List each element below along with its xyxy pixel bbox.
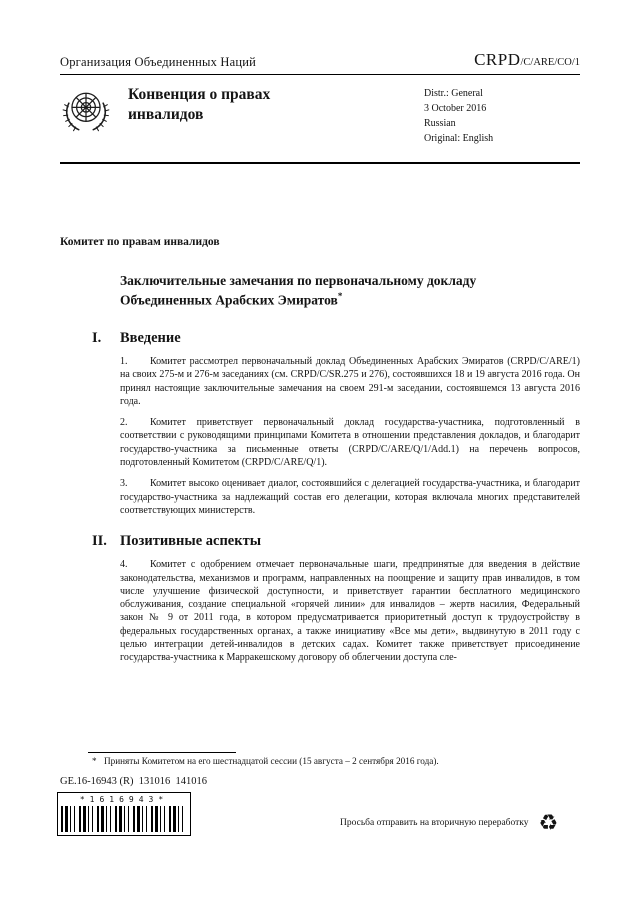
paragraph-text: Комитет высоко оценивает диалог, состоявшийся с делегацией государства-участника, и благодарит государство-участника за надлежащий состав его делегации, которая включала многих представителей соответствующих министерств. (120, 478, 580, 516)
ge-document-number: GE.16-16943 (R) 131016 141016 (60, 776, 207, 787)
section-number: I. (92, 329, 102, 346)
distribution-block (424, 85, 580, 146)
un-emblem-icon (60, 86, 112, 138)
language-line: Russian (424, 118, 456, 129)
footnote-separator (88, 752, 236, 753)
paragraph-number: 3. (120, 478, 128, 490)
convention-title: Конвенция о правах инвалидов (128, 86, 271, 123)
paragraph-1 (120, 355, 580, 408)
paragraph-text: Комитет приветствует первоначальный доклад государства-участника, подготовленный в соответствии с руководящими принципами Комитета в отношении представления докладов, и благодарит государство-участника за письменные ответы (CRPD/C/ARE/Q/1/Add.1) на перечень вопросов, подготовленный Комитетом (CRPD/C/ARE/Q/1). (120, 417, 580, 469)
page-header (60, 50, 580, 75)
footnote-area (88, 752, 580, 766)
section-number: II. (92, 533, 107, 550)
barcode-stripes (61, 806, 187, 832)
original-language-line: Original: English (424, 133, 494, 144)
paragraph-4 (120, 558, 580, 664)
section-heading-positive-aspects (92, 533, 580, 550)
footnote (88, 756, 580, 766)
paragraph-text: Комитет с одобрением отмечает первоначальные шаги, предпринятые для введения в действие законодательства, механизмов и программ, направленных на поощрение и защиту прав инвалидов, в том числе улучшение физической доступности, и приветствует гарантии бесплатного медицинского обслуживания, создание специальной «горячей линии» для инвалидов – жертв насилия, Федеральный закон № 9 от 2011 года, в котором предусматривается приоритетный доступ к трудоустройству в федеральных государственных органах, а также инициативу «Все мы дети», выдвинутую в 2011 году с целью интеграции детей-инвалидов в детских садах. Комитет также приветствует присоединение государства-участника к Марракешскому договору об облегчении доступа сле- (120, 559, 580, 664)
barcode-text: *1616943* (79, 795, 169, 804)
recycle-note (340, 812, 558, 834)
section-heading-introduction (92, 330, 580, 347)
paragraph-text: Комитет рассмотрел первоначальный доклад Объединенных Арабских Эмиратов (CRPD/C/ARE/1) на своих 275-м и 276-м заседаниях (см. CRPD/C/SR.275 и 276), состоявшихся 18 и 19 августа 2016 года. Он принял настоящие заключительные замечания на своем 291-м заседании, состоявшемся 13 августа 2016 года. (120, 355, 580, 407)
paragraph-2 (120, 416, 580, 469)
document-symbol (474, 50, 580, 70)
committee-heading: Комитет по правам инвалидов (60, 236, 220, 248)
title-footnote-marker: * (337, 291, 343, 302)
paragraph-number: 2. (120, 417, 128, 429)
footnote-text: Приняты Комитетом на его шестнадцатой сессии (15 августа – 2 сентября 2016 года). (104, 756, 439, 766)
organization-name: Организация Объединенных Наций (60, 55, 257, 69)
paragraph-number: 4. (120, 559, 128, 571)
document-title-text: Заключительные замечания по первоначальному докладу Объединенных Арабских Эмиратов (120, 273, 477, 308)
barcode (57, 792, 191, 836)
recycle-icon: ♻ (538, 810, 559, 835)
section-title: Позитивные аспекты (120, 533, 262, 550)
paragraph-number: 1. (120, 355, 128, 367)
document-title (120, 272, 500, 310)
paragraph-3 (120, 477, 580, 517)
document-symbol-suffix: /C/ARE/CO/1 (520, 57, 580, 68)
document-symbol-prefix: CRPD (474, 50, 521, 69)
section-title: Введение (120, 329, 181, 346)
masthead (60, 75, 580, 164)
date-line: 3 October 2016 (424, 103, 487, 114)
distribution-line: Distr.: General (424, 88, 483, 99)
footnote-marker: * (92, 756, 97, 766)
recycle-note-text: Просьба отправить на вторичную переработку (340, 818, 529, 828)
